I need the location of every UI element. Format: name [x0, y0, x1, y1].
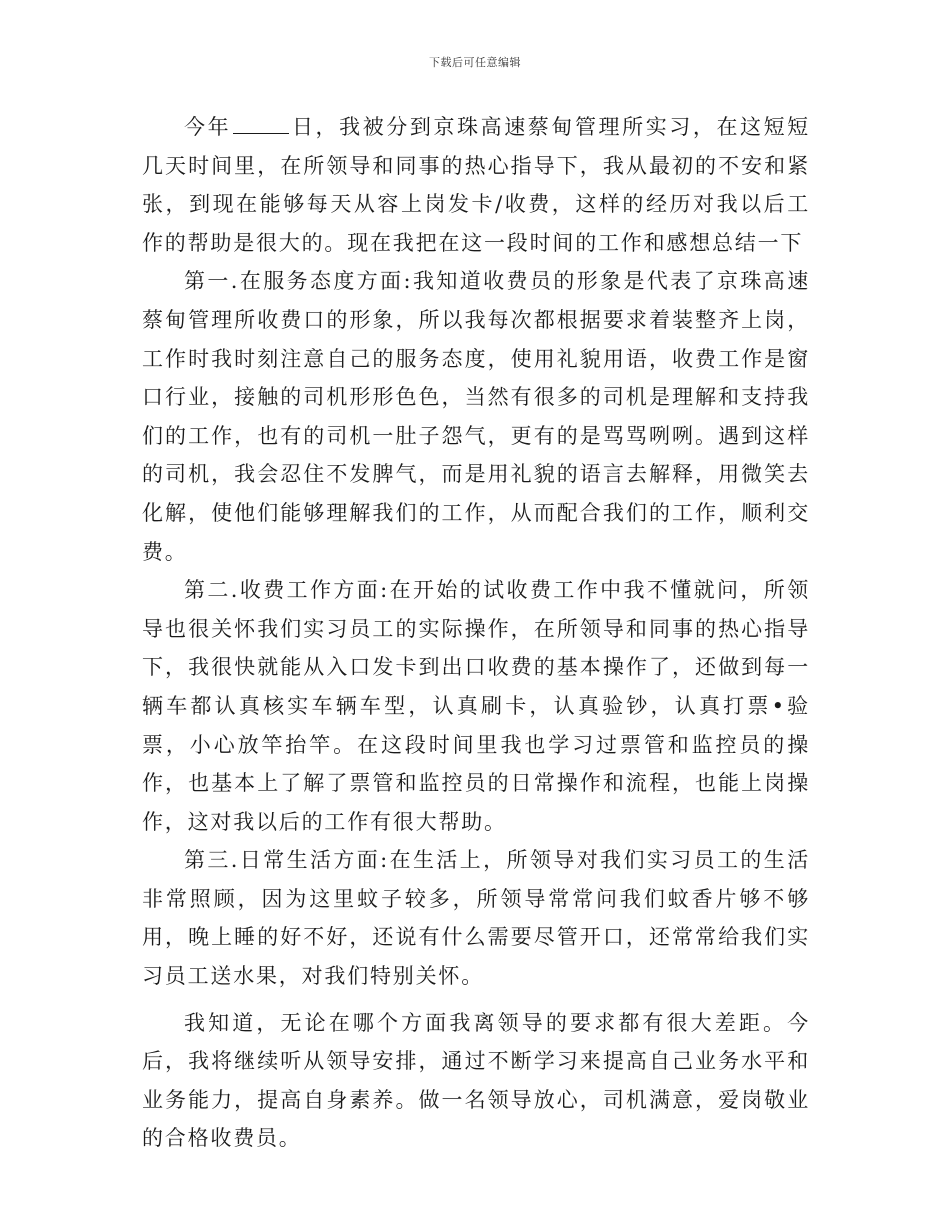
paragraph-daily-life: 第三.日常生活方面:在生活上，所领导对我们实习员工的生活非常照顾，因为这里蚊子较多，所领导常常问我们蚊香片够不够用，晚上睡的好不好，还说有什么需要尽管开口，还常常给我们实习员工送水果，对我们特别关怀。 — [142, 848, 810, 989]
document-body — [142, 108, 810, 1158]
paragraph-conclusion: 我知道，无论在哪个方面我离领导的要求都有很大差距。今后，我将继续听从领导安排，通过不断学习来提高自己业务水平和业务能力，提高自身素养。做一名领导放心，司机满意，爱岗敬业的合格收费员。 — [142, 1010, 810, 1151]
intro-text-before-blank: 今年 — [184, 115, 232, 139]
page-header-note: 下载后可任意编辑 — [429, 56, 521, 69]
paragraph-service-attitude: 第一.在服务态度方面:我知道收费员的形象是代表了京珠高速蔡甸管理所收费口的形象，所以我每次都根据要求着装整齐上岗，工作时我时刻注意自己的服务态度，使用礼貌用语，收费工作是窗口行业，接触的司机形形色色，当然有很多的司机是理解和支持我们的工作，也有的司机一肚子怨气，更有的是骂骂咧咧。遇到这样的司机，我会忍住不发脾气，而是用礼貌的语言去解释，用微笑去化解，使他们能够理解我们的工作，从而配合我们的工作，顺利交费。 — [142, 269, 810, 564]
intro-text-after-blank: 日，我被分到京珠高速蔡甸管理所实习，在这短短几天时间里，在所领导和同事的热心指导下，我从最初的不安和紧张，到现在能够每天从容上岗发卡/收费，这样的经历对我以后工作的帮助是很大的。现在我把在这一段时间的工作和感想总结一下 — [142, 115, 810, 255]
blank-date-field — [233, 113, 289, 134]
paragraph-toll-work: 第二.收费工作方面:在开始的试收费工作中我不懂就问，所领导也很关怀我们实习员工的实际操作，在所领导和同事的热心指导下，我很快就能从入口发卡到出口收费的基本操作了，还做到每一辆车都认真核实车辆车型，认真刷卡，认真验钞，认真打票•验票，小心放竿抬竿。在这段时间里我也学习过票管和监控员的操作，也基本上了解了票管和监控员的日常操作和流程，也能上岗操作，这对我以后的工作有很大帮助。 — [142, 578, 810, 834]
paragraph-intro — [142, 108, 810, 262]
